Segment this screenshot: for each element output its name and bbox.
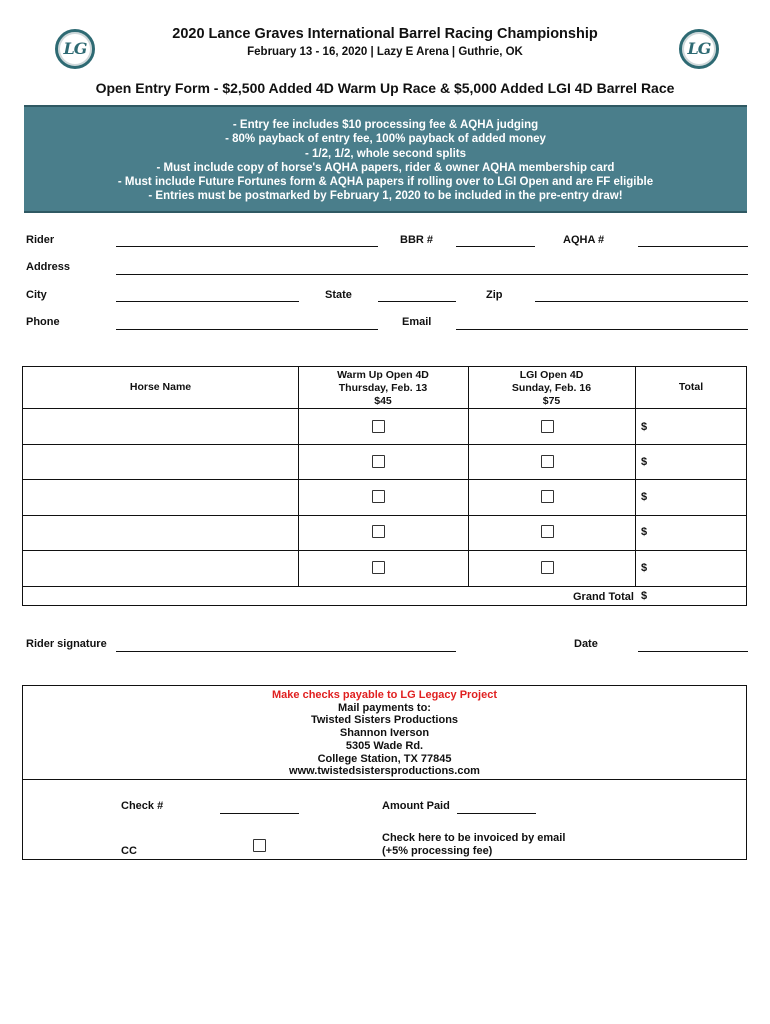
rider-signature-label: Rider signature xyxy=(26,638,107,650)
horse-name-cell[interactable] xyxy=(23,551,297,585)
phone-label: Phone xyxy=(26,316,60,328)
lgi-checkbox[interactable] xyxy=(541,525,554,538)
payment-divider xyxy=(23,779,746,780)
warmup-header-fee: $45 xyxy=(374,395,392,407)
email-field[interactable] xyxy=(456,329,748,330)
banner-line: - 1/2, 1/2, whole second splits xyxy=(304,147,467,160)
city-label: City xyxy=(26,289,47,301)
lgi-checkbox[interactable] xyxy=(541,455,554,468)
event-subtitle: February 13 - 16, 2020 | Lazy E Arena | Guthrie, OK xyxy=(247,46,523,58)
cc-checkbox[interactable] xyxy=(253,839,266,852)
horse-name-cell[interactable] xyxy=(23,480,297,514)
date-label: Date xyxy=(574,638,598,650)
lgi-header xyxy=(468,369,635,408)
horse-name-cell[interactable] xyxy=(23,516,297,549)
warmup-header xyxy=(298,369,468,408)
invoice-line-2: (+5% processing fee) xyxy=(382,845,493,857)
warmup-checkbox[interactable] xyxy=(372,490,385,503)
address-label: Address xyxy=(26,261,71,273)
horse-name-cell[interactable] xyxy=(23,445,297,478)
warmup-header-title: Warm Up Open 4D xyxy=(337,369,429,381)
rider-label: Rider xyxy=(26,234,55,246)
mail-line: Mail payments to: xyxy=(338,701,431,714)
city-field[interactable] xyxy=(116,301,299,302)
mail-line: 5305 Wade Rd. xyxy=(345,739,424,752)
row-total-currency: $ xyxy=(641,421,648,433)
state-label: State xyxy=(325,289,352,301)
warmup-checkbox[interactable] xyxy=(372,561,385,574)
rider-field[interactable] xyxy=(116,246,378,247)
lg-logo-left-text: LG xyxy=(63,39,87,58)
horse-name-cell[interactable] xyxy=(23,409,297,443)
row-total-currency: $ xyxy=(641,491,648,503)
address-field[interactable] xyxy=(116,274,748,275)
mailing-info xyxy=(23,689,746,778)
banner-line: - Entry fee includes $10 processing fee & AQHA judging xyxy=(232,119,539,131)
mail-line: College Station, TX 77845 xyxy=(317,752,452,765)
table-row-line xyxy=(23,586,746,587)
invoice-line-1: Check here to be invoiced by email xyxy=(382,832,566,844)
warmup-header-date: Thursday, Feb. 13 xyxy=(338,382,428,394)
amount-paid-field[interactable] xyxy=(457,813,536,814)
total-header: Total xyxy=(678,381,704,393)
horse-name-header: Horse Name xyxy=(129,381,192,393)
email-label: Email xyxy=(402,316,432,328)
zip-field[interactable] xyxy=(535,301,748,302)
warmup-checkbox[interactable] xyxy=(372,455,385,468)
mail-line: Shannon Iverson xyxy=(339,727,430,740)
rider-signature-field[interactable] xyxy=(116,651,456,652)
bbr-field[interactable] xyxy=(456,246,535,247)
grand-total-currency: $ xyxy=(641,590,648,602)
row-total-currency: $ xyxy=(641,456,648,468)
check-number-field[interactable] xyxy=(220,813,299,814)
date-field[interactable] xyxy=(638,651,748,652)
zip-label: Zip xyxy=(486,289,503,301)
form-title: Open Entry Form - $2,500 Added 4D Warm Up Race & $5,000 Added LGI 4D Barrel Race xyxy=(95,80,675,96)
event-title: 2020 Lance Graves International Barrel Racing Championship xyxy=(172,26,598,42)
lgi-header-fee: $75 xyxy=(542,395,561,407)
mail-line: Twisted Sisters Productions xyxy=(310,714,459,727)
lgi-checkbox[interactable] xyxy=(541,420,554,433)
warmup-checkbox[interactable] xyxy=(372,525,385,538)
amount-paid-label: Amount Paid xyxy=(382,800,450,812)
warmup-checkbox[interactable] xyxy=(372,420,385,433)
banner-line: - 80% payback of entry fee, 100% payback of added money xyxy=(225,133,546,146)
table-divider xyxy=(635,367,636,587)
payment-box xyxy=(22,685,747,860)
grand-total-label: Grand Total xyxy=(573,591,634,603)
aqha-label: AQHA # xyxy=(563,234,605,246)
banner-line: - Must include copy of horse's AQHA papers, rider & owner AQHA membership card xyxy=(156,161,615,174)
state-field[interactable] xyxy=(378,301,456,302)
lgi-checkbox[interactable] xyxy=(541,561,554,574)
aqha-field[interactable] xyxy=(638,246,748,247)
banner-line: - Entries must be postmarked by February 1, 2020 to be included in the pre-entry draw! xyxy=(148,190,623,203)
lgi-checkbox[interactable] xyxy=(541,490,554,503)
lg-logo-right-text: LG xyxy=(687,39,711,58)
phone-field[interactable] xyxy=(116,329,378,330)
invoice-note xyxy=(382,832,565,858)
lgi-header-title: LGI Open 4D xyxy=(519,369,584,381)
banner-line: - Must include Future Fortunes form & AQHA papers if rolling over to LGI Open and are FF eligible xyxy=(117,176,654,189)
bbr-label: BBR # xyxy=(400,234,434,246)
lgi-header-date: Sunday, Feb. 16 xyxy=(511,382,592,394)
row-total-currency: $ xyxy=(641,526,648,538)
info-banner xyxy=(24,105,747,213)
checks-payable-note: Make checks payable to LG Legacy Project xyxy=(272,689,497,701)
check-number-label: Check # xyxy=(121,800,164,812)
entry-table xyxy=(22,366,747,606)
row-total-currency: $ xyxy=(641,562,648,574)
cc-label: CC xyxy=(121,845,137,857)
mail-line: www.twistedsistersproductions.com xyxy=(289,765,480,778)
